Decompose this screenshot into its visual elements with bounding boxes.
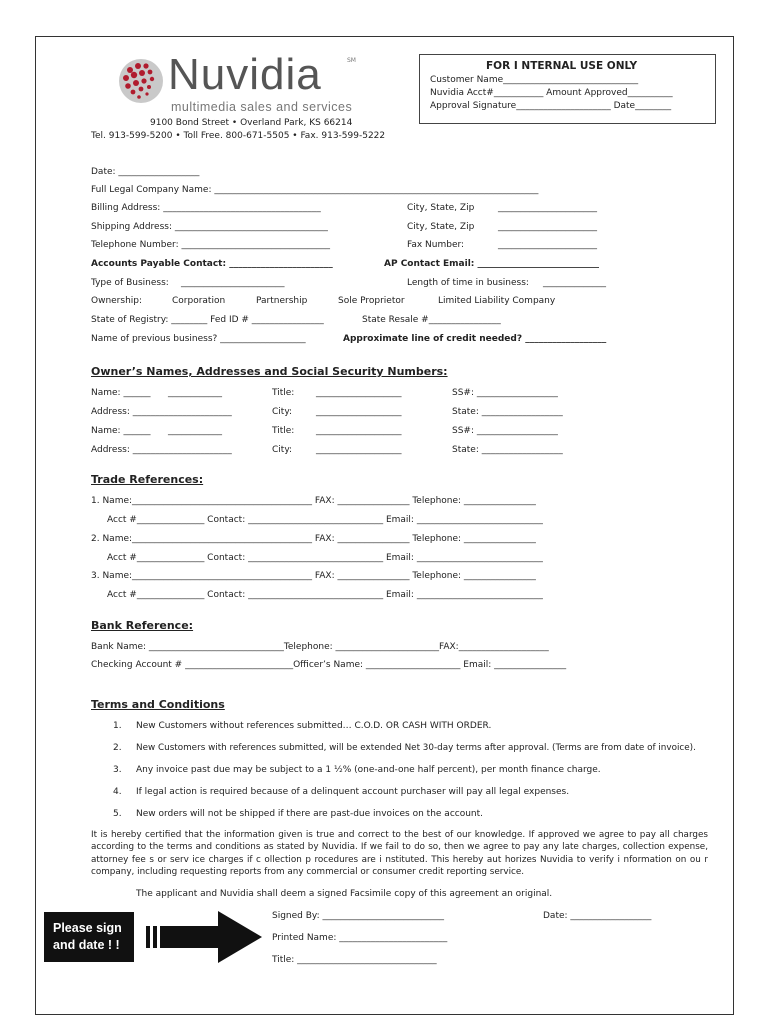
term-number: 3. xyxy=(113,765,122,775)
date-field[interactable]: Date: __________________ xyxy=(91,167,200,177)
company-phone-numbers: Tel. 913-599-5200 • Toll Free. 800-671-5505 • Fax. 913-599-5222 xyxy=(91,131,386,141)
signed-by-field[interactable]: Signed By: ___________________________ xyxy=(272,911,444,921)
ap-email-field[interactable]: AP Contact Email: ___________________________ xyxy=(384,259,600,269)
owner-state-field[interactable]: State: __________________ xyxy=(452,407,563,417)
shipping-csz-field[interactable]: ______________________ xyxy=(498,222,597,232)
trade-ref-name-line[interactable]: 2. Name:________________________________________ FAX: ________________ Telephone: ________________ xyxy=(91,534,536,544)
term-text: New orders will not be shipped if there are past-due invoices on the account. xyxy=(136,809,484,819)
bank-account-line[interactable]: Checking Account # ________________________Officer’s Name: _____________________ Email: ________________ xyxy=(91,660,567,670)
owner-name-field[interactable]: Name: ______ xyxy=(91,426,151,436)
owner-address-field[interactable]: Address: ______________________ xyxy=(91,407,232,417)
fax-label: Fax Number: xyxy=(407,240,465,250)
please-sign-badge xyxy=(44,912,134,962)
ownership-option-corporation[interactable]: Corporation xyxy=(172,296,226,306)
printed-name-field[interactable]: Printed Name: ________________________ xyxy=(272,933,448,943)
bank-name-line[interactable]: Bank Name: ______________________________Telephone: _______________________FAX:____________________ xyxy=(91,642,549,652)
owner-ssn-field[interactable]: SS#: __________________ xyxy=(452,388,558,398)
owner-name-field-2[interactable]: ____________ xyxy=(168,426,222,436)
trade-ref-name-line[interactable]: 1. Name:________________________________________ FAX: ________________ Telephone: ________________ xyxy=(91,496,536,506)
ownership-label: Ownership: xyxy=(91,296,143,306)
certification-paragraph: It is hereby certified that the information given is true and correct to the best of our knowledge. If approved we agree to pay all charges according to the terms and conditions as stated by Nuvidia. If we fail to do so, then we agree to pay any late charges, collection expense, attorney fee s or serv ice charges if c ollection p rocedures are i nstituted. This hereby aut horizes Nuvidia to verify i nformation on ou r company, including requesting reports from any commercial or consumer credit reporting service. xyxy=(91,830,708,878)
term-number: 5. xyxy=(113,809,122,819)
state-resale-field[interactable]: State Resale #________________ xyxy=(362,315,501,325)
legal-name-field[interactable]: Full Legal Company Name: ________________________________________________________________________ xyxy=(91,185,539,195)
type-business-field[interactable]: _______________________ xyxy=(181,278,285,288)
bank-reference-heading: Bank Reference: xyxy=(91,619,194,632)
type-business-label: Type of Business: xyxy=(91,278,169,288)
fax-field[interactable]: ______________________ xyxy=(498,240,597,250)
term-text: If legal action is required because of a delinquent account purchaser will pay all legal expenses. xyxy=(136,787,570,797)
length-in-business-label: Length of time in business: xyxy=(407,278,529,288)
internal-use-box xyxy=(419,54,716,124)
sign-date-field[interactable]: Date: __________________ xyxy=(543,911,652,921)
owner-title-label: Title: xyxy=(272,388,295,398)
approval-signature-field[interactable]: Approval Signature_____________________ Date________ xyxy=(430,101,672,111)
service-mark: SM xyxy=(347,57,356,64)
company-street-address: 9100 Bond Street • Overland Park, KS 66214 xyxy=(150,118,353,128)
billing-csz-label: City, State, Zip xyxy=(407,203,475,213)
globe-logo-icon xyxy=(116,56,166,106)
owner-city-label: City: xyxy=(272,445,293,455)
owner-city-field[interactable]: ___________________ xyxy=(316,445,402,455)
right-arrow-icon xyxy=(146,909,264,965)
logo-wordmark: Nuvidia xyxy=(168,50,322,99)
owner-city-field[interactable]: ___________________ xyxy=(316,407,402,417)
term-text: Any invoice past due may be subject to a 1 ½% (one-and-one half percent), per month finance charge. xyxy=(136,765,601,775)
term-text: New Customers with references submitted, will be extended Net 30-day terms after approval. (Terms are from date of invoice). xyxy=(136,743,696,753)
trade-ref-acct-line[interactable]: Acct #_______________ Contact: ______________________________ Email: ____________________________ xyxy=(107,515,543,525)
facsimile-statement: The applicant and Nuvidia shall deem a signed Facsimile copy of this agreement an original. xyxy=(136,889,553,899)
ownership-option-sole-proprietor[interactable]: Sole Proprietor xyxy=(338,296,405,306)
owner-state-field[interactable]: State: __________________ xyxy=(452,445,563,455)
owner-address-field[interactable]: Address: ______________________ xyxy=(91,445,232,455)
trade-ref-acct-line[interactable]: Acct #_______________ Contact: ______________________________ Email: ____________________________ xyxy=(107,590,543,600)
term-text: New Customers without references submitted… C.O.D. OR CASH WITH ORDER. xyxy=(136,721,492,731)
signer-title-field[interactable]: Title: _______________________________ xyxy=(272,955,437,965)
length-in-business-field[interactable]: ______________ xyxy=(543,278,606,288)
owner-name-field-2[interactable]: ____________ xyxy=(168,388,222,398)
term-number: 2. xyxy=(113,743,122,753)
owner-title-field[interactable]: ___________________ xyxy=(316,426,402,436)
trade-references-heading: Trade References: xyxy=(91,473,204,486)
shipping-address-field[interactable]: Shipping Address: __________________________________ xyxy=(91,222,328,232)
billing-csz-field[interactable]: ______________________ xyxy=(498,203,597,213)
logo-tagline: multimedia sales and services xyxy=(171,100,353,114)
acct-amount-field[interactable]: Nuvidia Acct#___________ Amount Approved__________ xyxy=(430,88,673,98)
customer-name-field[interactable]: Customer Name______________________________ xyxy=(430,75,639,85)
terms-heading: Terms and Conditions xyxy=(91,698,225,711)
term-number: 4. xyxy=(113,787,122,797)
term-number: 1. xyxy=(113,721,122,731)
owner-title-label: Title: xyxy=(272,426,295,436)
ap-contact-field[interactable]: Accounts Payable Contact: _______________________ xyxy=(91,259,333,269)
owner-ssn-field[interactable]: SS#: __________________ xyxy=(452,426,558,436)
registry-fed-id-field[interactable]: State of Registry: ________ Fed ID # ________________ xyxy=(91,315,324,325)
trade-ref-acct-line[interactable]: Acct #_______________ Contact: ______________________________ Email: ____________________________ xyxy=(107,553,543,563)
previous-business-field[interactable]: Name of previous business? ___________________ xyxy=(91,334,306,344)
telephone-field[interactable]: Telephone Number: _________________________________ xyxy=(91,240,330,250)
owners-heading: Owner’s Names, Addresses and Social Security Numbers: xyxy=(91,365,448,378)
owner-city-label: City: xyxy=(272,407,293,417)
please-sign-text: Please sign xyxy=(53,921,122,935)
owner-name-field[interactable]: Name: ______ xyxy=(91,388,151,398)
owner-title-field[interactable]: ___________________ xyxy=(316,388,402,398)
and-date-text: and date ! ! xyxy=(53,938,120,952)
billing-address-field[interactable]: Billing Address: ___________________________________ xyxy=(91,203,321,213)
ownership-option-partnership[interactable]: Partnership xyxy=(256,296,308,306)
ownership-option-llc[interactable]: Limited Liability Company xyxy=(438,296,556,306)
internal-use-title: FOR I NTERNAL USE ONLY xyxy=(486,60,638,72)
credit-line-field[interactable]: Approximate line of credit needed? __________________ xyxy=(343,334,607,344)
trade-ref-name-line[interactable]: 3. Name:________________________________________ FAX: ________________ Telephone: ________________ xyxy=(91,571,536,581)
shipping-csz-label: City, State, Zip xyxy=(407,222,475,232)
